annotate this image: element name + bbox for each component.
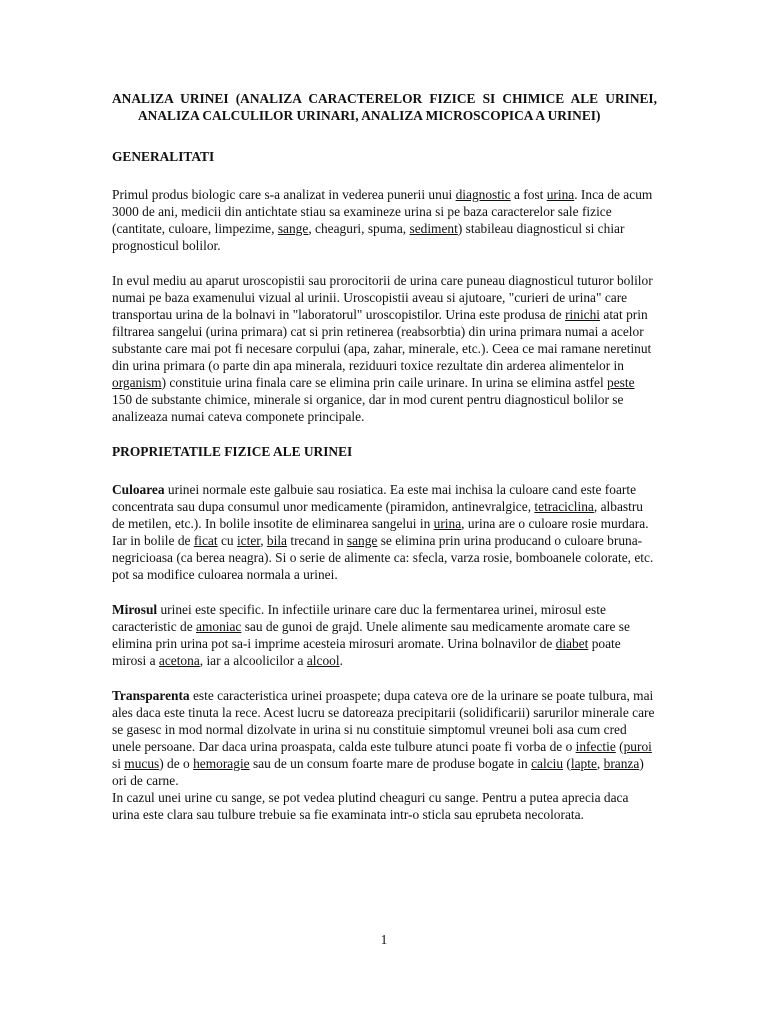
link-urina[interactable]: urina (546, 187, 575, 202)
link-alcool[interactable]: alcool (306, 653, 340, 668)
link-acetona[interactable]: acetona (158, 653, 200, 668)
document-page (112, 90, 657, 841)
link-diagnostic[interactable]: diagnostic (455, 187, 511, 202)
page-number: 1 (380, 932, 388, 947)
link-amoniac[interactable]: amoniac (196, 619, 242, 634)
link-icter[interactable]: icter (236, 533, 261, 548)
link-infectie[interactable]: infectie (575, 739, 616, 754)
document-title: ANALIZA URINEI (ANALIZA CARACTERELOR FIZICE SI CHIMICE ALE URINEI, ANALIZA CALCULILOR URINARI, ANALIZA MICROSCOPICA A URINEI) (112, 91, 657, 123)
link-calciu[interactable]: calciu (531, 756, 564, 771)
link-bila[interactable]: bila (266, 533, 288, 548)
paragraph-transparenta: Transparenta este caracteristica urinei proaspete; dupa cateva ore de la urinare se poate tulbura, mai ales daca este tinuta la rece. Acest lucru se datoreaza precipitarii (solidificarii) sarurilor minerale care se gasesc in mod normal dizolvate in urina si nu constituie simptomul vreunei boli asa cum cred unele persoane. Dar daca urina proaspata, calda este tulbure atunci poate fi vorba de o infectie (puroi si mucus) de o hemoragie sau de un consum foarte mare de produse bogate in calciu (lapte, branza) ori de carne. In cazul unei urine cu sange, se pot vedea plutind cheaguri cu sange. Pentru a putea aprecia daca urina este clara sau tulbure trebuie sa fie examinata intr-o sticla sau eprubeta necolorata. (112, 688, 655, 822)
link-urina-2[interactable]: urina (433, 516, 462, 531)
heading-generalitati: GENERALITATI (112, 149, 215, 164)
paragraph-generalitati-1: Primul produs biologic care s-a analizat in vederea punerii unui diagnostic a fost urina. Inca de acum 3000 de ani, medicii din antichtate stiau sa examineze urina si pe baza caracterelor sale fizice (cantitate, culoare, limpezime, sange, cheaguri, spuma, sediment) stabileau diagnosticul si chiar prognosticul bolilor. (112, 187, 653, 253)
term-culoarea: Culoarea (112, 482, 165, 497)
link-organism[interactable]: organism (112, 375, 162, 390)
link-branza[interactable]: branza (603, 756, 640, 771)
link-diabet[interactable]: diabet (555, 636, 589, 651)
heading-proprietati-fizice: PROPRIETATILE FIZICE ALE URINEI (112, 444, 353, 459)
link-sediment[interactable]: sediment (409, 221, 458, 236)
link-hemoragie[interactable]: hemoragie (193, 756, 250, 771)
paragraph-culoarea: Culoarea urinei normale este galbuie sau rosiatica. Ea este mai inchisa la culoare cand este foarte concentrata sau dupa consumul unor medicamente (piramidon, antinevralgice, tetraciclina, albastru de metilen, etc.). In bolile insotite de eliminarea sangelui in urina, urina are o culoare rosie murdara. Iar in bolile de ficat cu icter, bila trecand in sange se elimina prin urina producand o culoare bruna-negricioasa (ca berea neagra). Si o serie de alimente ca: sfecla, varza rosie, bomboanele colorate, etc. pot sa modifice culoarea normala a urinei. (112, 482, 654, 582)
link-lapte[interactable]: lapte (570, 756, 597, 771)
link-tetraciclina[interactable]: tetraciclina (534, 499, 594, 514)
link-rinichi[interactable]: rinichi (565, 307, 601, 322)
link-sange[interactable]: sange (277, 221, 309, 236)
link-sange-2[interactable]: sange (346, 533, 378, 548)
link-ficat[interactable]: ficat (193, 533, 218, 548)
link-mucus[interactable]: mucus (124, 756, 160, 771)
link-puroi[interactable]: puroi (623, 739, 652, 754)
term-transparenta: Transparenta (112, 688, 190, 703)
paragraph-generalitati-2: In evul mediu au aparut uroscopistii sau prorocitorii de urina care puneau diagnosticul tuturor bolilor numai pe baza examenului vizual al urinii. Uroscopistii aveau si ajutoare, "curieri de urina" care transportau urina de la bolnavi in "laboratorul" uroscopistilor. Urina este produsa de rinichi atat prin filtrarea sangelui (urina primara) cat si prin retinerea (reabsorbtia) din urina primara numai a acelor substante care mai pot fi necesare corpului (apa, zahar, minerale, etc.). Ceea ce mai ramane neretinut din urina primara (o parte din apa minerala, reziduuri toxice rezultate din arderea alimentelor in organism) constituie urina finala care se elimina prin caile urinare. In urina se elimina astfel peste 150 de substante chimice, minerale si organice, dar in mod curent pentru diagnosticul bolilor se analizeaza numai cateva componete principale. (112, 273, 653, 424)
term-mirosul: Mirosul (112, 602, 158, 617)
link-peste[interactable]: peste (607, 375, 635, 390)
paragraph-mirosul: Mirosul urinei este specific. In infectiile urinare care duc la fermentarea urinei, mirosul este caracteristic de amoniac sau de gunoi de grajd. Unele alimente sau medicamente aromate care se elimina prin urina pot sa-i imprime acesteia mirosuri aromate. Urina bolnavilor de diabet poate mirosi a acetona, iar a alcoolicilor a alcool. (112, 602, 630, 668)
